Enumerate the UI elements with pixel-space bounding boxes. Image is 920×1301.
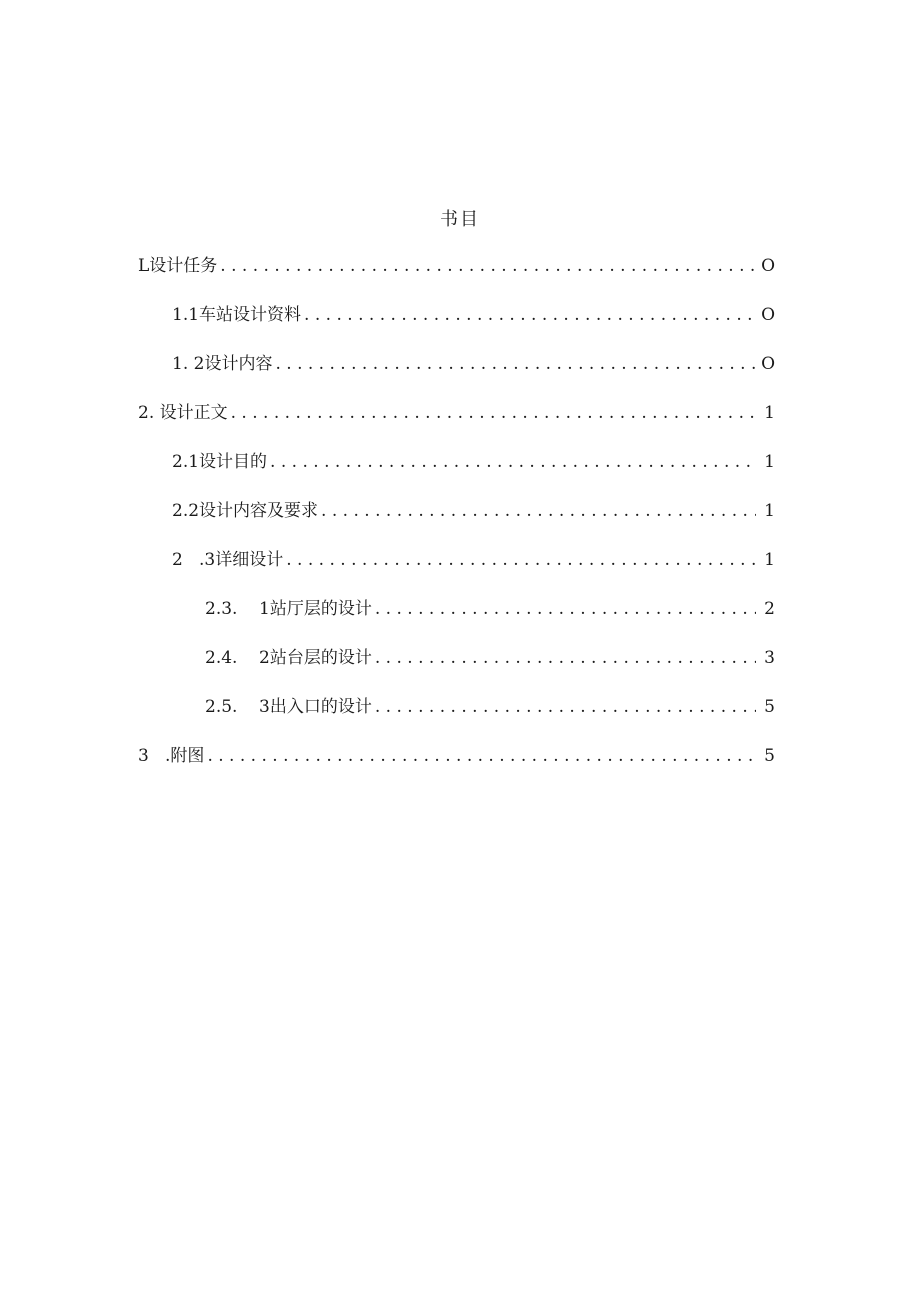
toc-entry-label: 2 .3详细设计 (172, 550, 284, 570)
toc-entry-label: 2. 设计正文 (138, 403, 228, 423)
toc-entry-label: 3 .附图 (138, 746, 205, 766)
toc-title: 书目 (440, 209, 480, 230)
toc-entry-label: 2.4. 2站台层的设计 (205, 648, 372, 668)
toc-list (0, 248, 920, 787)
toc-entry-station-data[interactable] (0, 297, 920, 346)
toc-entry-content-requirements[interactable] (0, 493, 920, 542)
toc-page-number: 1 (764, 452, 775, 472)
toc-entry-detailed-design[interactable] (0, 542, 920, 591)
toc-entry-platform-design[interactable] (0, 640, 920, 689)
toc-entry-appendix-figures[interactable] (0, 738, 920, 787)
toc-entry-design-purpose[interactable] (0, 444, 920, 493)
toc-page-number: O (761, 305, 775, 325)
toc-entry-label: 1.1车站设计资料 (172, 305, 302, 325)
toc-page-number: 5 (764, 697, 775, 717)
toc-entry-label: 2.1设计目的 (172, 452, 268, 472)
toc-page-number: 1 (764, 550, 775, 570)
toc-dot-leader (304, 297, 756, 333)
toc-dot-leader (231, 395, 756, 431)
toc-entry-design-task[interactable] (0, 248, 920, 297)
toc-entry-design-content[interactable] (0, 346, 920, 395)
toc-dot-leader (375, 689, 756, 725)
toc-entry-design-body[interactable] (0, 395, 920, 444)
toc-dot-leader (321, 493, 756, 529)
toc-page-number: 1 (764, 403, 775, 423)
toc-entry-label: 2.2设计内容及要求 (172, 501, 319, 521)
toc-page-number: 2 (764, 599, 775, 619)
toc-dot-leader (375, 591, 756, 627)
toc-page-number: 1 (764, 501, 775, 521)
toc-entry-concourse-design[interactable] (0, 591, 920, 640)
toc-dot-leader (207, 738, 756, 774)
toc-dot-leader (220, 248, 756, 284)
toc-dot-leader (375, 640, 756, 676)
toc-page-number: O (761, 256, 775, 276)
toc-entry-label: 2.5. 3出入口的设计 (205, 697, 372, 717)
toc-entry-label: 1. 2设计内容 (172, 354, 273, 374)
toc-dot-leader (275, 346, 756, 382)
toc-page-number: O (761, 354, 775, 374)
toc-page-number: 5 (764, 746, 775, 766)
toc-dot-leader (270, 444, 756, 480)
toc-page-number: 3 (764, 648, 775, 668)
toc-entry-entrance-design[interactable] (0, 689, 920, 738)
toc-entry-label: 2.3. 1站厅层的设计 (205, 599, 372, 619)
toc-entry-label: L设计任务 (138, 256, 218, 276)
toc-dot-leader (286, 542, 756, 578)
